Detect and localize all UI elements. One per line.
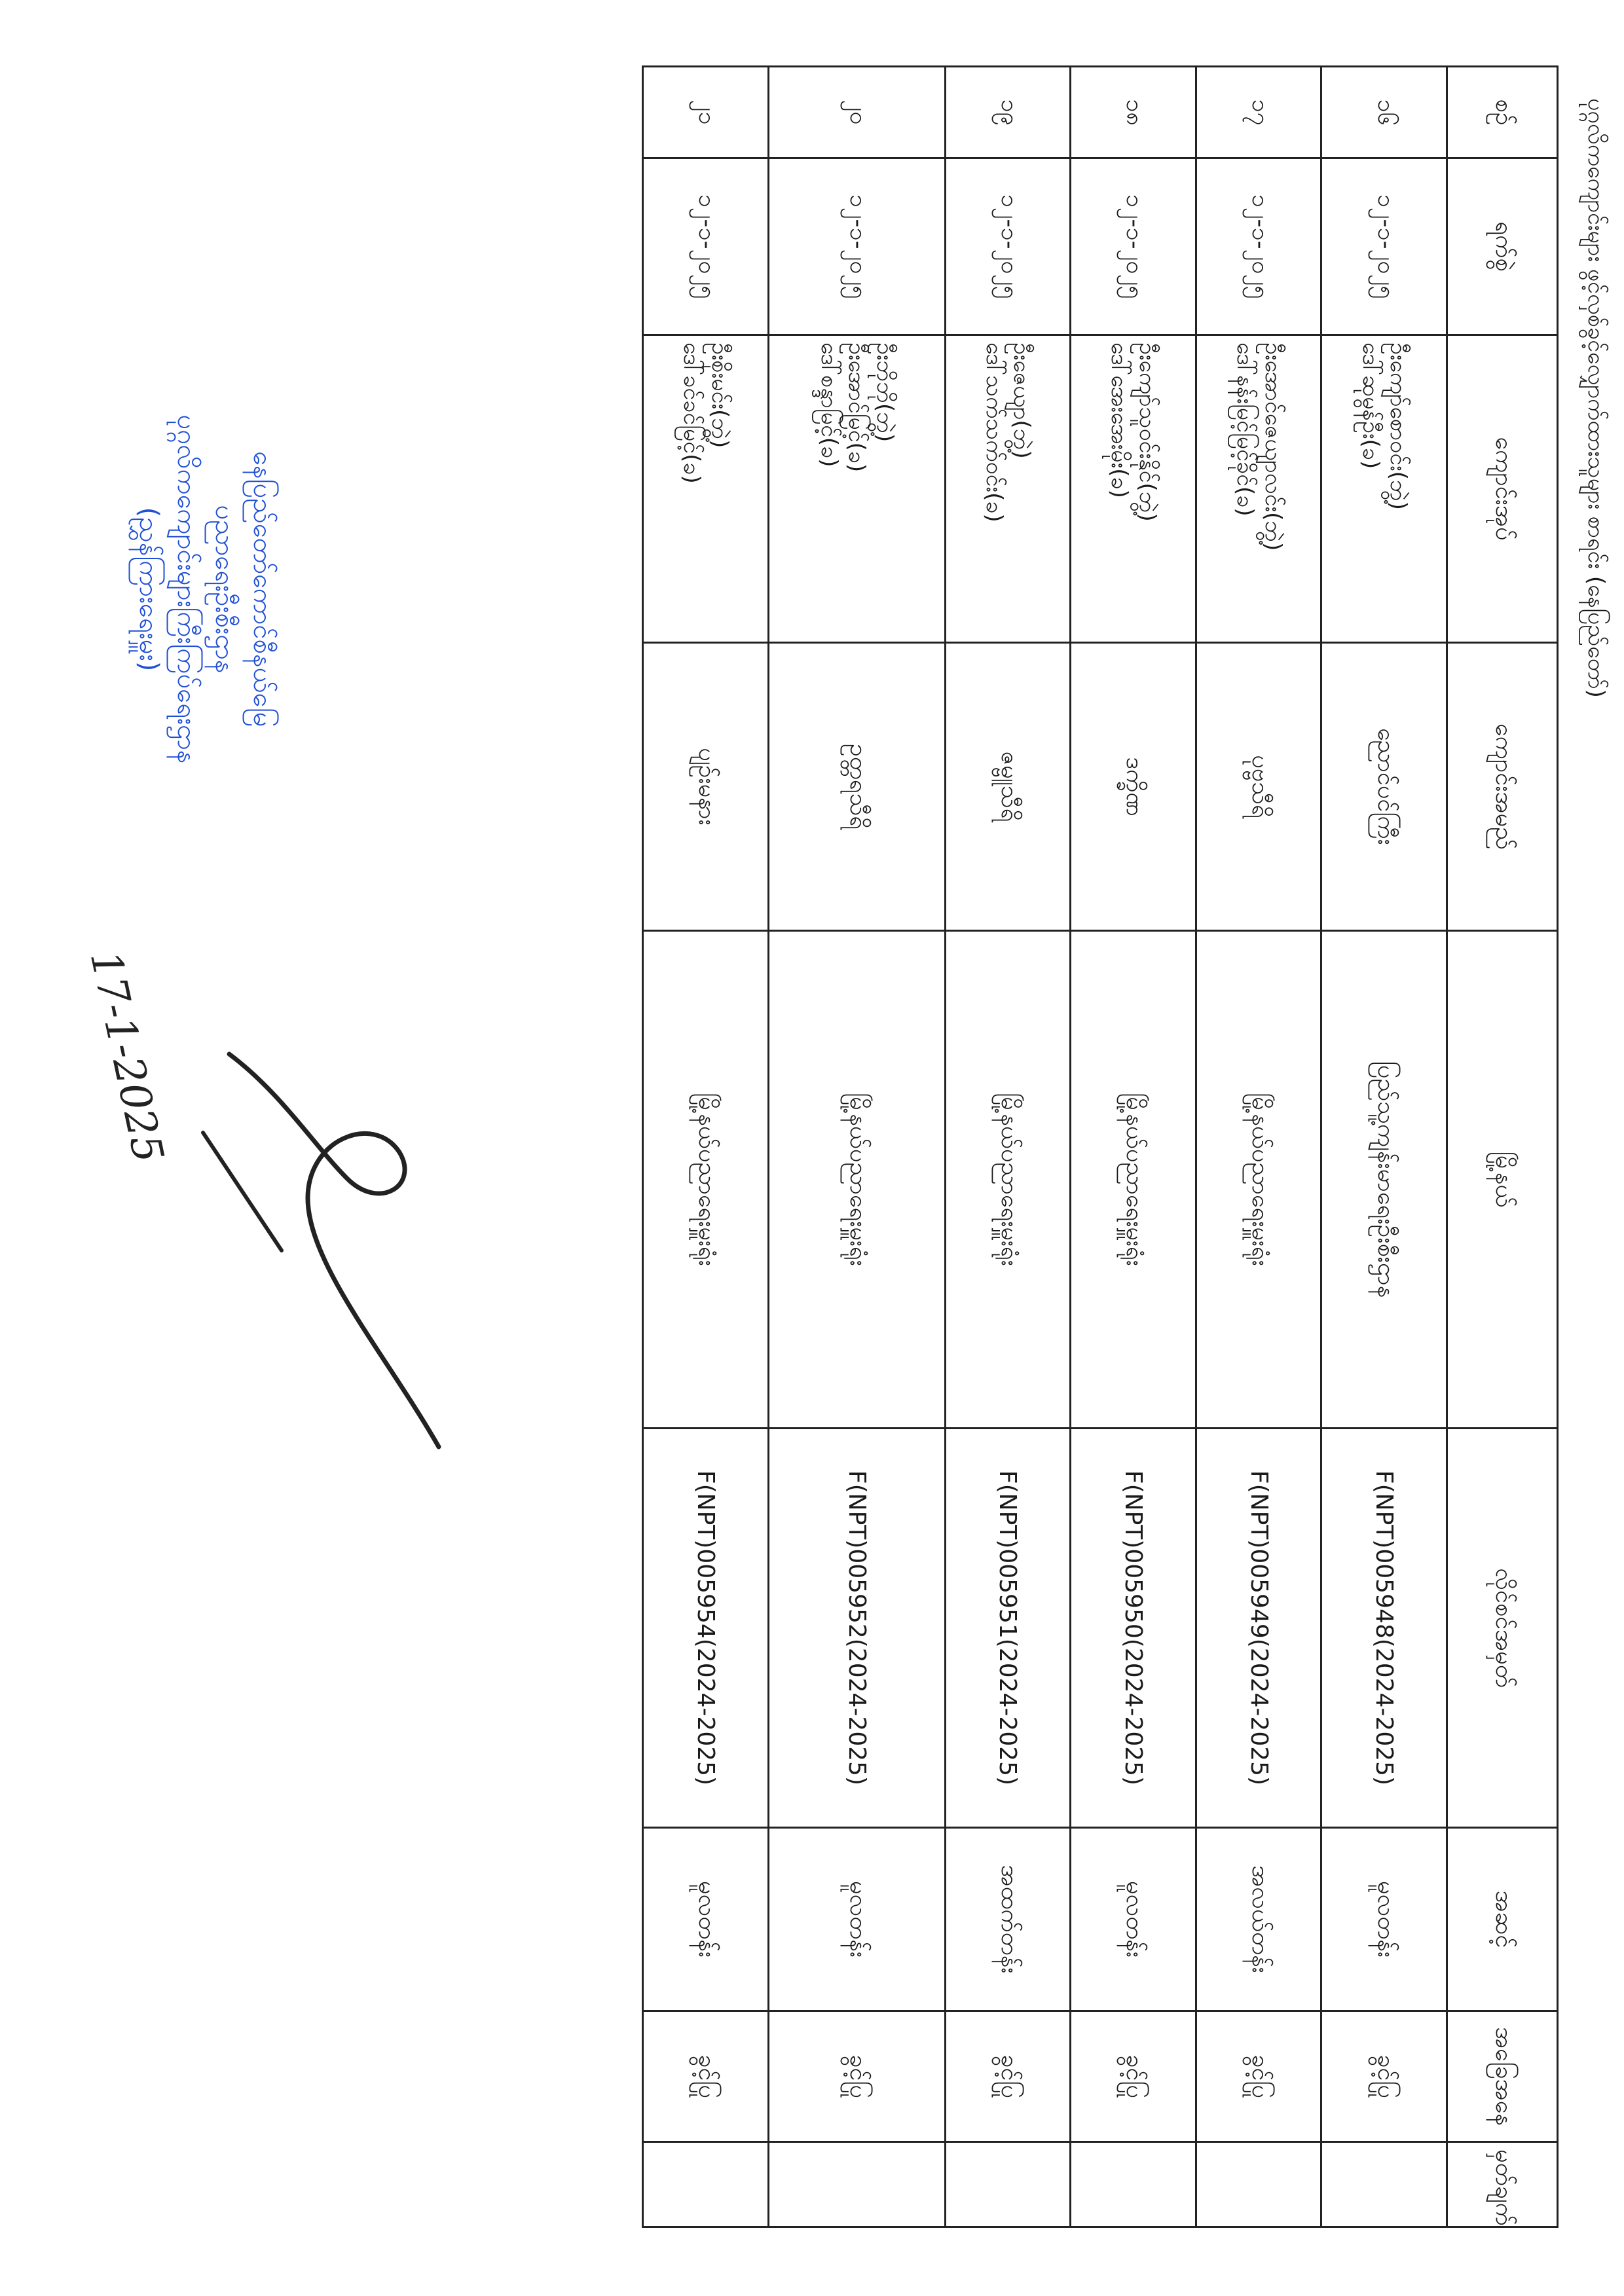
row-license: F(NPT)005952(2024-2025) — [768, 1429, 945, 1828]
row-remark — [945, 2142, 1071, 2227]
row-township: မြို့နယ်ပညာရေးမှူးရုံး — [1196, 931, 1321, 1429]
header-applicant: ကျောင်းအုပ် — [1447, 335, 1558, 643]
row-level: မူလတန်း — [1321, 1828, 1447, 2011]
applicant-line: ဒေါ်သက်သက်ဝင်း(ခ) — [980, 342, 1007, 522]
applicant-line: ဒေါ်စန္ဒာမြင့်(ခ) — [815, 342, 842, 467]
applicant-line: ဦးကျော်စောဝင်း(ဘွဲ့) — [1385, 342, 1412, 510]
row-remark — [1196, 2142, 1321, 2227]
header-no: စဉ် — [1447, 67, 1558, 158]
row-license: F(NPT)005951(2024-2025) — [945, 1429, 1071, 1828]
row-license: F(NPT)005950(2024-2025) — [1071, 1429, 1196, 1828]
row-date: ၁၂-၁-၂၀၂၅ — [1196, 158, 1321, 335]
applicant-line: ဦးကျော်သူဝင်းနိုင်(ဘွဲ့) — [1134, 342, 1160, 522]
row-no: ၂၁ — [643, 67, 769, 158]
handwritten-date: 17-1-2025 — [80, 946, 173, 1167]
row-date: ၁၂-၁-၂၀၂၅ — [1321, 158, 1447, 335]
applicant-line: ဒေါ်နန်းမြင့်မြင့်ခိုင်(ခ) — [1232, 342, 1259, 517]
signature-icon — [183, 1015, 478, 1473]
row-remark — [1321, 2142, 1447, 2227]
row-status: ခွင့်ပြု — [768, 2011, 945, 2142]
row-applicant — [1071, 335, 1196, 643]
row-date: ၁၂-၁-၂၀၂၅ — [768, 158, 945, 335]
row-remark — [768, 2142, 945, 2227]
row-remark — [643, 2142, 769, 2227]
header-date: ရက်စွဲ — [1447, 158, 1558, 335]
table-row — [1196, 67, 1321, 2227]
row-school: ပျဉ်းမနား — [643, 643, 769, 931]
header-township: မြို့နယ် — [1447, 931, 1558, 1429]
table-header-row — [1447, 67, 1558, 2227]
header-remark: မှတ်ချက် — [1447, 2142, 1558, 2227]
row-township: မြို့နယ်ပညာရေးမှူးရုံး — [768, 931, 945, 1429]
row-status: ခွင့်ပြု — [945, 2011, 1071, 2142]
row-no: ၁၉ — [945, 67, 1071, 158]
registration-table — [642, 65, 1559, 2228]
applicant-line: ဦးစိုးမင်း(ဘွဲ့) — [706, 342, 733, 448]
applicant-line: ဦးအောင်မြင့်(ခ) — [843, 342, 870, 473]
row-date: ၁၂-၁-၂၀၂၅ — [643, 158, 769, 335]
table-row — [768, 67, 945, 2227]
applicant-line: ဦးဇေယျာ(ဘွဲ့) — [1008, 342, 1035, 459]
applicant-line: ဒေါ်ခင်ခင်မြင့်(ခ) — [678, 342, 705, 484]
row-level: မူလတန်း — [643, 1828, 769, 2011]
row-applicant — [1196, 335, 1321, 643]
row-level: အလယ်တန်း — [1196, 1828, 1321, 2011]
header-status: အခြေအနေ — [1447, 2011, 1558, 2142]
row-license: F(NPT)005954(2024-2025) — [643, 1429, 769, 1828]
applicant-line: ဒေါ်ဆုမွန်ဦး(ခ) — [1357, 342, 1384, 469]
row-applicant — [768, 335, 945, 643]
table-row — [945, 67, 1071, 2227]
row-school: ဥတ္တရသီရိ — [768, 643, 945, 931]
row-school: ဒက္ခိဏ — [1071, 643, 1196, 931]
row-status: ခွင့်ပြု — [643, 2011, 769, 2142]
row-no: ၂၀ — [768, 67, 945, 158]
row-license: F(NPT)005948(2024-2025) — [1321, 1429, 1447, 1828]
stamp-line: ပုဂ္ဂလိကကျောင်းများကြီးကြပ်ရေးဌာန — [172, 414, 202, 764]
row-level: အထက်တန်း — [945, 1828, 1071, 2011]
row-no: ၁၆ — [1321, 67, 1447, 158]
applicant-line: ဒေါ်အေးအေးမိုး(ခ) — [1106, 342, 1133, 498]
stamp-line: (ညွှန်ကြားရေးမှူး) — [134, 507, 164, 672]
row-level: မူလတန်း — [1071, 1828, 1196, 2011]
row-remark — [1071, 2142, 1196, 2227]
row-no: ၁၈ — [1071, 67, 1196, 158]
row-township: မြို့နယ်ပညာရေးမှူးရုံး — [945, 931, 1071, 1429]
row-license: F(NPT)005949(2024-2025) — [1196, 1429, 1321, 1828]
row-school: ပုဗ္ဗသီရိ — [1196, 643, 1321, 931]
header-license: လိုင်စင်အမှတ် — [1447, 1429, 1558, 1828]
applicant-line: ဦးဘိုဘို(ဘွဲ့) — [871, 342, 898, 443]
table-row — [643, 67, 769, 2227]
stamp-line: ပညာရေးဦးစီးဌာန — [210, 505, 240, 674]
row-date: ၁၂-၁-၂၀၂၅ — [1071, 158, 1196, 335]
applicant-line: ဦးအောင်ဇေယျာလင်း(ဘွဲ့) — [1259, 342, 1286, 551]
row-status: ခွင့်ပြု — [1196, 2011, 1321, 2142]
row-applicant — [1321, 335, 1447, 643]
row-no: ၁၇ — [1196, 67, 1321, 158]
table-row — [1071, 67, 1196, 2227]
row-township: မြို့နယ်ပညာရေးမှူးရုံး — [643, 931, 769, 1429]
row-level: မူလတန်း — [768, 1828, 945, 2011]
row-applicant — [945, 335, 1071, 643]
header-level: အဆင့် — [1447, 1828, 1558, 2011]
row-status: ခွင့်ပြု — [1071, 2011, 1196, 2142]
stamp-line: နေပြည်တော်ကောင်စီနယ်မြေ — [248, 451, 278, 727]
row-status: ခွင့်ပြု — [1321, 2011, 1447, 2142]
row-school: ညောင်ပင်ကြီး — [1321, 643, 1447, 931]
official-stamp — [130, 196, 282, 982]
row-township: ပြည်သူ့ကျန်းမာရေးဦးစီးဌာန — [1321, 931, 1447, 1429]
header-school: ကျောင်းအမည် — [1447, 643, 1558, 931]
row-applicant — [643, 335, 769, 643]
row-date: ၁၂-၁-၂၀၂၅ — [945, 158, 1071, 335]
document-title: ပုဂ္ဂလိကကျောင်းများ ဖွင့်လှစ်ခွင့်လျှောက်ထားသူများ စာရင်း (နေပြည်တော်) — [1583, 98, 1609, 698]
row-township: မြို့နယ်ပညာရေးမှူးရုံး — [1071, 931, 1196, 1429]
row-school: ဇမ္ဗူသီရိ — [945, 643, 1071, 931]
table-row — [1321, 67, 1447, 2227]
